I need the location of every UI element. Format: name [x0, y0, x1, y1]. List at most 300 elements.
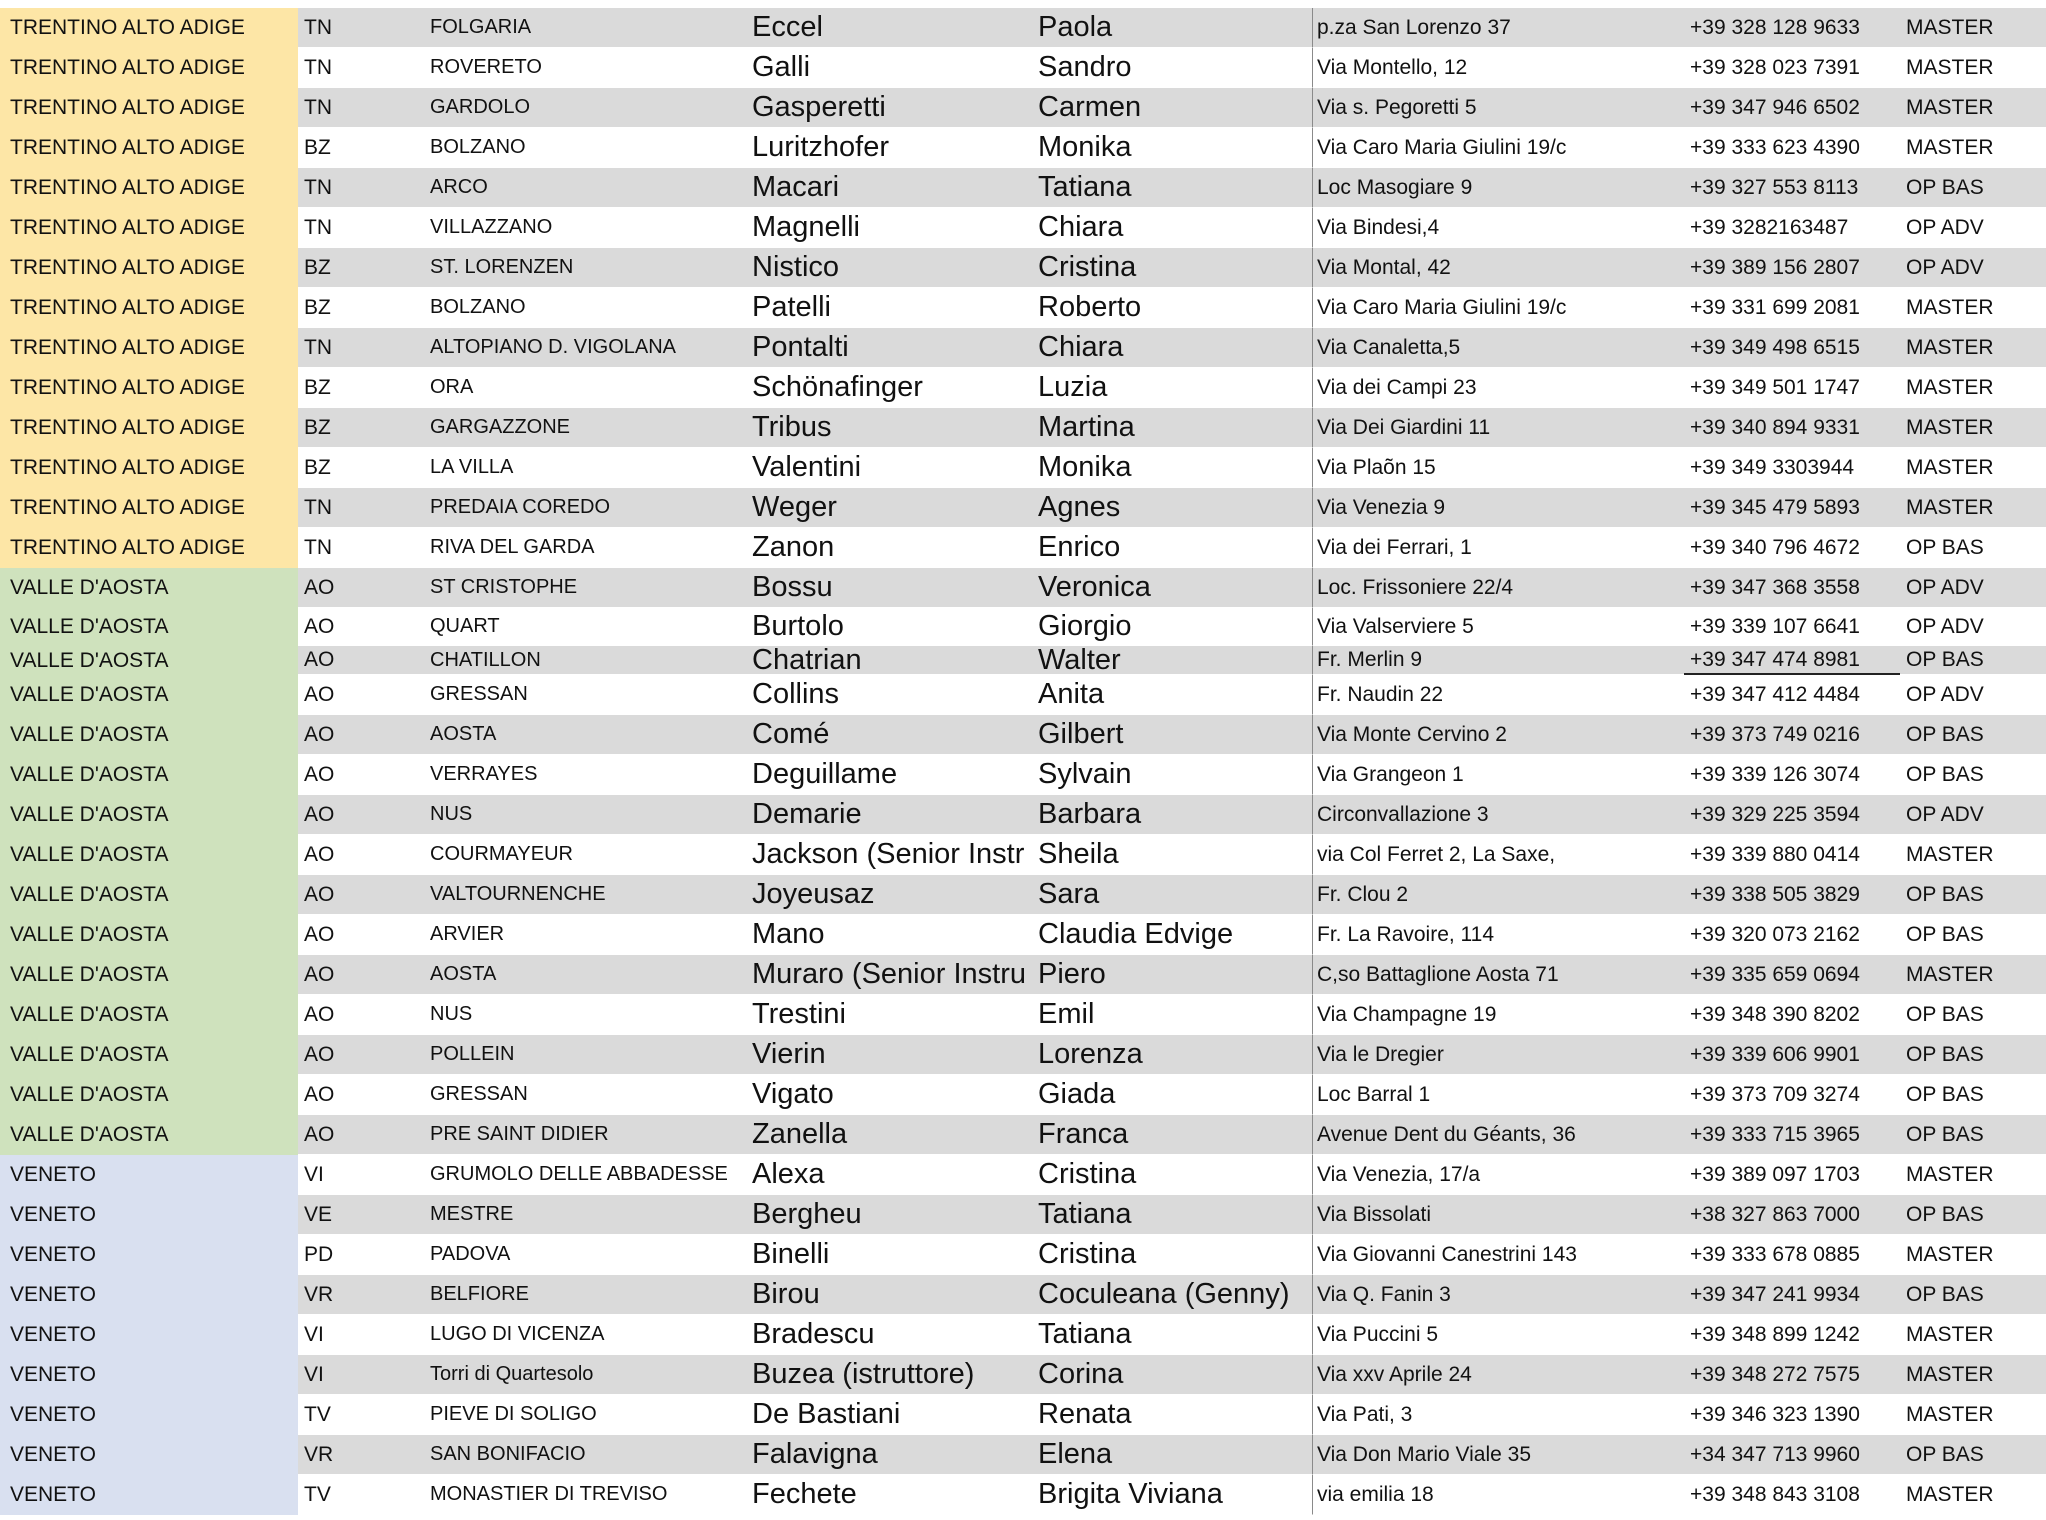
level-cell[interactable]: OP BAS: [1900, 1275, 2046, 1315]
phone-cell[interactable]: +39 389 156 2807: [1684, 248, 1900, 288]
phone-cell[interactable]: +39 349 498 6515: [1684, 328, 1900, 368]
surname-cell[interactable]: Bossu: [750, 568, 1036, 608]
region-cell[interactable]: TRENTINO ALTO ADIGE: [0, 408, 298, 448]
city-cell[interactable]: LUGO DI VICENZA: [424, 1315, 750, 1355]
level-cell[interactable]: OP BAS: [1900, 646, 2046, 675]
province-cell[interactable]: AO: [298, 646, 424, 675]
phone-cell[interactable]: +39 347 412 4484: [1684, 675, 1900, 715]
region-cell[interactable]: VALLE D'AOSTA: [0, 1115, 298, 1155]
province-cell[interactable]: AO: [298, 675, 424, 715]
table-row[interactable]: [0, 1475, 2046, 1515]
region-cell[interactable]: VENETO: [0, 1315, 298, 1355]
level-cell[interactable]: MASTER: [1900, 488, 2046, 528]
province-cell[interactable]: TV: [298, 1395, 424, 1435]
first-name-cell[interactable]: Tatiana: [1036, 168, 1312, 208]
region-cell[interactable]: TRENTINO ALTO ADIGE: [0, 368, 298, 408]
city-cell[interactable]: BOLZANO: [424, 288, 750, 328]
table-row[interactable]: [0, 715, 2046, 755]
region-cell[interactable]: VENETO: [0, 1395, 298, 1435]
surname-cell[interactable]: Tribus: [750, 408, 1036, 448]
level-cell[interactable]: OP BAS: [1900, 875, 2046, 915]
address-cell[interactable]: Via Champagne 19: [1312, 995, 1684, 1035]
level-cell[interactable]: OP ADV: [1900, 675, 2046, 715]
city-cell[interactable]: ARCO: [424, 168, 750, 208]
first-name-cell[interactable]: Carmen: [1036, 88, 1312, 128]
region-cell[interactable]: VENETO: [0, 1435, 298, 1475]
address-cell[interactable]: Via Puccini 5: [1312, 1315, 1684, 1355]
city-cell[interactable]: PREDAIA COREDO: [424, 488, 750, 528]
province-cell[interactable]: BZ: [298, 288, 424, 328]
address-cell[interactable]: Via Bindesi,4: [1312, 208, 1684, 248]
province-cell[interactable]: BZ: [298, 368, 424, 408]
province-cell[interactable]: TN: [298, 528, 424, 568]
address-cell[interactable]: Via Grangeon 1: [1312, 755, 1684, 795]
province-cell[interactable]: TV: [298, 1475, 424, 1515]
address-cell[interactable]: Via Plaõn 15: [1312, 448, 1684, 488]
region-cell[interactable]: VALLE D'AOSTA: [0, 755, 298, 795]
table-row[interactable]: [0, 368, 2046, 408]
province-cell[interactable]: VI: [298, 1355, 424, 1395]
table-row[interactable]: [0, 1035, 2046, 1075]
level-cell[interactable]: OP BAS: [1900, 715, 2046, 755]
region-cell[interactable]: TRENTINO ALTO ADIGE: [0, 208, 298, 248]
level-cell[interactable]: MASTER: [1900, 1395, 2046, 1435]
first-name-cell[interactable]: Cristina: [1036, 248, 1312, 288]
table-row[interactable]: [0, 795, 2046, 835]
level-cell[interactable]: OP BAS: [1900, 755, 2046, 795]
city-cell[interactable]: GRESSAN: [424, 1075, 750, 1115]
region-cell[interactable]: VENETO: [0, 1475, 298, 1515]
first-name-cell[interactable]: Piero: [1036, 955, 1312, 995]
first-name-cell[interactable]: Sylvain: [1036, 755, 1312, 795]
surname-cell[interactable]: Vigato: [750, 1075, 1036, 1115]
first-name-cell[interactable]: Sara: [1036, 875, 1312, 915]
province-cell[interactable]: BZ: [298, 248, 424, 288]
address-cell[interactable]: Via Q. Fanin 3: [1312, 1275, 1684, 1315]
region-cell[interactable]: TRENTINO ALTO ADIGE: [0, 128, 298, 168]
region-cell[interactable]: TRENTINO ALTO ADIGE: [0, 88, 298, 128]
address-cell[interactable]: Loc. Frissoniere 22/4: [1312, 568, 1684, 608]
phone-cell[interactable]: +39 339 606 9901: [1684, 1035, 1900, 1075]
surname-cell[interactable]: Zanella: [750, 1115, 1036, 1155]
city-cell[interactable]: VERRAYES: [424, 755, 750, 795]
table-row[interactable]: [0, 128, 2046, 168]
address-cell[interactable]: Via Valserviere 5: [1312, 608, 1684, 646]
address-cell[interactable]: Via Montello, 12: [1312, 48, 1684, 88]
surname-cell[interactable]: Fechete: [750, 1475, 1036, 1515]
level-cell[interactable]: MASTER: [1900, 1315, 2046, 1355]
region-cell[interactable]: TRENTINO ALTO ADIGE: [0, 528, 298, 568]
province-cell[interactable]: TN: [298, 488, 424, 528]
level-cell[interactable]: OP BAS: [1900, 1035, 2046, 1075]
region-cell[interactable]: TRENTINO ALTO ADIGE: [0, 488, 298, 528]
surname-cell[interactable]: Bergheu: [750, 1195, 1036, 1235]
province-cell[interactable]: AO: [298, 955, 424, 995]
city-cell[interactable]: ALTOPIANO D. VIGOLANA: [424, 328, 750, 368]
surname-cell[interactable]: Weger: [750, 488, 1036, 528]
city-cell[interactable]: FOLGARIA: [424, 8, 750, 48]
first-name-cell[interactable]: Franca: [1036, 1115, 1312, 1155]
region-cell[interactable]: VALLE D'AOSTA: [0, 955, 298, 995]
city-cell[interactable]: POLLEIN: [424, 1035, 750, 1075]
address-cell[interactable]: Loc Masogiare 9: [1312, 168, 1684, 208]
table-row[interactable]: [0, 1115, 2046, 1155]
first-name-cell[interactable]: Monika: [1036, 448, 1312, 488]
address-cell[interactable]: Via Caro Maria Giulini 19/c: [1312, 128, 1684, 168]
province-cell[interactable]: VI: [298, 1155, 424, 1195]
level-cell[interactable]: MASTER: [1900, 328, 2046, 368]
province-cell[interactable]: AO: [298, 1075, 424, 1115]
address-cell[interactable]: C,so Battaglione Aosta 71: [1312, 955, 1684, 995]
level-cell[interactable]: MASTER: [1900, 368, 2046, 408]
region-cell[interactable]: VALLE D'AOSTA: [0, 875, 298, 915]
first-name-cell[interactable]: Roberto: [1036, 288, 1312, 328]
table-row[interactable]: [0, 875, 2046, 915]
surname-cell[interactable]: Alexa: [750, 1155, 1036, 1195]
phone-cell[interactable]: +39 349 3303944: [1684, 448, 1900, 488]
phone-cell[interactable]: +39 347 368 3558: [1684, 568, 1900, 608]
phone-cell[interactable]: +39 329 225 3594: [1684, 795, 1900, 835]
first-name-cell[interactable]: Barbara: [1036, 795, 1312, 835]
level-cell[interactable]: OP BAS: [1900, 915, 2046, 955]
table-row[interactable]: [0, 1355, 2046, 1395]
table-row[interactable]: [0, 208, 2046, 248]
city-cell[interactable]: ROVERETO: [424, 48, 750, 88]
region-cell[interactable]: VALLE D'AOSTA: [0, 675, 298, 715]
table-row[interactable]: [0, 755, 2046, 795]
province-cell[interactable]: AO: [298, 995, 424, 1035]
first-name-cell[interactable]: Enrico: [1036, 528, 1312, 568]
city-cell[interactable]: ORA: [424, 368, 750, 408]
first-name-cell[interactable]: Anita: [1036, 675, 1312, 715]
region-cell[interactable]: VALLE D'AOSTA: [0, 608, 298, 646]
surname-cell[interactable]: Gasperetti: [750, 88, 1036, 128]
region-cell[interactable]: VALLE D'AOSTA: [0, 568, 298, 608]
level-cell[interactable]: OP ADV: [1900, 208, 2046, 248]
phone-cell[interactable]: +39 348 843 3108: [1684, 1475, 1900, 1515]
first-name-cell[interactable]: Coculeana (Genny): [1036, 1275, 1312, 1315]
level-cell[interactable]: OP ADV: [1900, 568, 2046, 608]
first-name-cell[interactable]: Elena: [1036, 1435, 1312, 1475]
surname-cell[interactable]: De Bastiani: [750, 1395, 1036, 1435]
surname-cell[interactable]: Schönafinger: [750, 368, 1036, 408]
city-cell[interactable]: NUS: [424, 795, 750, 835]
region-cell[interactable]: VENETO: [0, 1355, 298, 1395]
phone-cell[interactable]: +39 349 501 1747: [1684, 368, 1900, 408]
phone-cell[interactable]: +39 320 073 2162: [1684, 915, 1900, 955]
address-cell[interactable]: Via Giovanni Canestrini 143: [1312, 1235, 1684, 1275]
city-cell[interactable]: CHATILLON: [424, 646, 750, 675]
city-cell[interactable]: GRUMOLO DELLE ABBADESSE: [424, 1155, 750, 1195]
address-cell[interactable]: Via s. Pegoretti 5: [1312, 88, 1684, 128]
address-cell[interactable]: p.za San Lorenzo 37: [1312, 8, 1684, 48]
level-cell[interactable]: MASTER: [1900, 1355, 2046, 1395]
province-cell[interactable]: BZ: [298, 408, 424, 448]
first-name-cell[interactable]: Luzia: [1036, 368, 1312, 408]
level-cell[interactable]: OP ADV: [1900, 608, 2046, 646]
first-name-cell[interactable]: Tatiana: [1036, 1195, 1312, 1235]
city-cell[interactable]: QUART: [424, 608, 750, 646]
level-cell[interactable]: OP ADV: [1900, 248, 2046, 288]
region-cell[interactable]: VENETO: [0, 1275, 298, 1315]
level-cell[interactable]: MASTER: [1900, 88, 2046, 128]
phone-cell[interactable]: +39 339 107 6641: [1684, 608, 1900, 646]
city-cell[interactable]: RIVA DEL GARDA: [424, 528, 750, 568]
surname-cell[interactable]: Zanon: [750, 528, 1036, 568]
city-cell[interactable]: PIEVE DI SOLIGO: [424, 1395, 750, 1435]
table-row[interactable]: [0, 1075, 2046, 1115]
province-cell[interactable]: TN: [298, 208, 424, 248]
surname-cell[interactable]: Chatrian: [750, 646, 1036, 675]
level-cell[interactable]: OP BAS: [1900, 168, 2046, 208]
phone-cell[interactable]: +39 3282163487: [1684, 208, 1900, 248]
region-cell[interactable]: VALLE D'AOSTA: [0, 835, 298, 875]
surname-cell[interactable]: Valentini: [750, 448, 1036, 488]
address-cell[interactable]: Via dei Ferrari, 1: [1312, 528, 1684, 568]
region-cell[interactable]: VENETO: [0, 1195, 298, 1235]
table-row[interactable]: [0, 88, 2046, 128]
address-cell[interactable]: Fr. Merlin 9: [1312, 646, 1684, 675]
first-name-cell[interactable]: Veronica: [1036, 568, 1312, 608]
first-name-cell[interactable]: Renata: [1036, 1395, 1312, 1435]
address-cell[interactable]: Via Dei Giardini 11: [1312, 408, 1684, 448]
address-cell[interactable]: Via Pati, 3: [1312, 1395, 1684, 1435]
surname-cell[interactable]: Pontalti: [750, 328, 1036, 368]
phone-cell[interactable]: +39 373 749 0216: [1684, 715, 1900, 755]
province-cell[interactable]: TN: [298, 168, 424, 208]
table-row[interactable]: [0, 1195, 2046, 1235]
phone-cell[interactable]: +39 347 946 6502: [1684, 88, 1900, 128]
city-cell[interactable]: PRE SAINT DIDIER: [424, 1115, 750, 1155]
surname-cell[interactable]: Jackson (Senior Instr: [750, 835, 1036, 875]
phone-cell[interactable]: +39 327 553 8113: [1684, 168, 1900, 208]
table-row[interactable]: [0, 1275, 2046, 1315]
surname-cell[interactable]: Mano: [750, 915, 1036, 955]
address-cell[interactable]: Via Bissolati: [1312, 1195, 1684, 1235]
address-cell[interactable]: Via Caro Maria Giulini 19/c: [1312, 288, 1684, 328]
phone-cell[interactable]: +39 345 479 5893: [1684, 488, 1900, 528]
level-cell[interactable]: MASTER: [1900, 1235, 2046, 1275]
surname-cell[interactable]: Buzea (istruttore): [750, 1355, 1036, 1395]
region-cell[interactable]: VALLE D'AOSTA: [0, 715, 298, 755]
first-name-cell[interactable]: Paola: [1036, 8, 1312, 48]
region-cell[interactable]: TRENTINO ALTO ADIGE: [0, 248, 298, 288]
first-name-cell[interactable]: Corina: [1036, 1355, 1312, 1395]
first-name-cell[interactable]: Giorgio: [1036, 608, 1312, 646]
city-cell[interactable]: COURMAYEUR: [424, 835, 750, 875]
first-name-cell[interactable]: Cristina: [1036, 1155, 1312, 1195]
surname-cell[interactable]: Joyeusaz: [750, 875, 1036, 915]
phone-cell[interactable]: +39 328 023 7391: [1684, 48, 1900, 88]
surname-cell[interactable]: Birou: [750, 1275, 1036, 1315]
phone-cell[interactable]: +39 348 390 8202: [1684, 995, 1900, 1035]
city-cell[interactable]: VILLAZZANO: [424, 208, 750, 248]
phone-cell[interactable]: +38 327 863 7000: [1684, 1195, 1900, 1235]
phone-cell[interactable]: +39 339 880 0414: [1684, 835, 1900, 875]
level-cell[interactable]: MASTER: [1900, 448, 2046, 488]
first-name-cell[interactable]: Lorenza: [1036, 1035, 1312, 1075]
first-name-cell[interactable]: Sheila: [1036, 835, 1312, 875]
surname-cell[interactable]: Burtolo: [750, 608, 1036, 646]
region-cell[interactable]: VENETO: [0, 1235, 298, 1275]
surname-cell[interactable]: Trestini: [750, 995, 1036, 1035]
province-cell[interactable]: TN: [298, 48, 424, 88]
level-cell[interactable]: OP BAS: [1900, 1435, 2046, 1475]
table-row[interactable]: [0, 168, 2046, 208]
city-cell[interactable]: SAN BONIFACIO: [424, 1435, 750, 1475]
province-cell[interactable]: BZ: [298, 448, 424, 488]
phone-cell[interactable]: +39 335 659 0694: [1684, 955, 1900, 995]
first-name-cell[interactable]: Chiara: [1036, 328, 1312, 368]
level-cell[interactable]: MASTER: [1900, 835, 2046, 875]
province-cell[interactable]: AO: [298, 568, 424, 608]
city-cell[interactable]: AOSTA: [424, 715, 750, 755]
region-cell[interactable]: VALLE D'AOSTA: [0, 995, 298, 1035]
city-cell[interactable]: VALTOURNENCHE: [424, 875, 750, 915]
phone-cell[interactable]: +39 338 505 3829: [1684, 875, 1900, 915]
province-cell[interactable]: AO: [298, 795, 424, 835]
region-cell[interactable]: TRENTINO ALTO ADIGE: [0, 168, 298, 208]
table-row[interactable]: [0, 835, 2046, 875]
first-name-cell[interactable]: Chiara: [1036, 208, 1312, 248]
address-cell[interactable]: Via Monte Cervino 2: [1312, 715, 1684, 755]
address-cell[interactable]: Via Venezia 9: [1312, 488, 1684, 528]
province-cell[interactable]: TN: [298, 8, 424, 48]
city-cell[interactable]: GRESSAN: [424, 675, 750, 715]
table-row[interactable]: [0, 1235, 2046, 1275]
table-row[interactable]: [0, 995, 2046, 1035]
address-cell[interactable]: Via Montal, 42: [1312, 248, 1684, 288]
first-name-cell[interactable]: Cristina: [1036, 1235, 1312, 1275]
city-cell[interactable]: Torri di Quartesolo: [424, 1355, 750, 1395]
table-row[interactable]: [0, 646, 2046, 675]
city-cell[interactable]: ST CRISTOPHE: [424, 568, 750, 608]
region-cell[interactable]: VALLE D'AOSTA: [0, 915, 298, 955]
region-cell[interactable]: VALLE D'AOSTA: [0, 1035, 298, 1075]
province-cell[interactable]: PD: [298, 1235, 424, 1275]
province-cell[interactable]: AO: [298, 835, 424, 875]
region-cell[interactable]: TRENTINO ALTO ADIGE: [0, 8, 298, 48]
first-name-cell[interactable]: Sandro: [1036, 48, 1312, 88]
surname-cell[interactable]: Muraro (Senior Instru: [750, 955, 1036, 995]
region-cell[interactable]: TRENTINO ALTO ADIGE: [0, 288, 298, 328]
city-cell[interactable]: BELFIORE: [424, 1275, 750, 1315]
table-row[interactable]: [0, 915, 2046, 955]
province-cell[interactable]: AO: [298, 715, 424, 755]
province-cell[interactable]: AO: [298, 1035, 424, 1075]
table-row[interactable]: [0, 248, 2046, 288]
surname-cell[interactable]: Galli: [750, 48, 1036, 88]
region-cell[interactable]: VENETO: [0, 1155, 298, 1195]
province-cell[interactable]: VE: [298, 1195, 424, 1235]
region-cell[interactable]: VALLE D'AOSTA: [0, 646, 298, 675]
address-cell[interactable]: Via Venezia, 17/a: [1312, 1155, 1684, 1195]
province-cell[interactable]: AO: [298, 915, 424, 955]
phone-cell[interactable]: +39 340 796 4672: [1684, 528, 1900, 568]
address-cell[interactable]: Avenue Dent du Géants, 36: [1312, 1115, 1684, 1155]
province-cell[interactable]: TN: [298, 328, 424, 368]
phone-cell[interactable]: +34 347 713 9960: [1684, 1435, 1900, 1475]
table-row[interactable]: [0, 488, 2046, 528]
phone-cell[interactable]: +39 333 715 3965: [1684, 1115, 1900, 1155]
province-cell[interactable]: AO: [298, 875, 424, 915]
first-name-cell[interactable]: Brigita Viviana: [1036, 1475, 1312, 1515]
address-cell[interactable]: via emilia 18: [1312, 1475, 1684, 1515]
city-cell[interactable]: MESTRE: [424, 1195, 750, 1235]
address-cell[interactable]: Circonvallazione 3: [1312, 795, 1684, 835]
table-row[interactable]: [0, 328, 2046, 368]
first-name-cell[interactable]: Walter: [1036, 646, 1312, 675]
surname-cell[interactable]: Deguillame: [750, 755, 1036, 795]
city-cell[interactable]: AOSTA: [424, 955, 750, 995]
province-cell[interactable]: BZ: [298, 128, 424, 168]
level-cell[interactable]: OP ADV: [1900, 795, 2046, 835]
address-cell[interactable]: Fr. Clou 2: [1312, 875, 1684, 915]
level-cell[interactable]: MASTER: [1900, 955, 2046, 995]
level-cell[interactable]: OP BAS: [1900, 1195, 2046, 1235]
table-row[interactable]: [0, 955, 2046, 995]
city-cell[interactable]: GARGAZZONE: [424, 408, 750, 448]
first-name-cell[interactable]: Martina: [1036, 408, 1312, 448]
phone-cell[interactable]: +39 331 699 2081: [1684, 288, 1900, 328]
table-row[interactable]: [0, 408, 2046, 448]
province-cell[interactable]: AO: [298, 1115, 424, 1155]
province-cell[interactable]: VR: [298, 1275, 424, 1315]
level-cell[interactable]: MASTER: [1900, 128, 2046, 168]
phone-cell[interactable]: +39 333 623 4390: [1684, 128, 1900, 168]
table-row[interactable]: [0, 675, 2046, 715]
table-row[interactable]: [0, 448, 2046, 488]
surname-cell[interactable]: Falavigna: [750, 1435, 1036, 1475]
table-row[interactable]: [0, 288, 2046, 328]
table-row[interactable]: [0, 1435, 2046, 1475]
phone-cell[interactable]: +39 348 272 7575: [1684, 1355, 1900, 1395]
surname-cell[interactable]: Nistico: [750, 248, 1036, 288]
surname-cell[interactable]: Patelli: [750, 288, 1036, 328]
province-cell[interactable]: AO: [298, 608, 424, 646]
table-row[interactable]: [0, 1315, 2046, 1355]
address-cell[interactable]: via Col Ferret 2, La Saxe,: [1312, 835, 1684, 875]
table-row[interactable]: [0, 528, 2046, 568]
surname-cell[interactable]: Demarie: [750, 795, 1036, 835]
address-cell[interactable]: Via Don Mario Viale 35: [1312, 1435, 1684, 1475]
city-cell[interactable]: LA VILLA: [424, 448, 750, 488]
phone-cell[interactable]: +39 333 678 0885: [1684, 1235, 1900, 1275]
level-cell[interactable]: MASTER: [1900, 1155, 2046, 1195]
level-cell[interactable]: MASTER: [1900, 48, 2046, 88]
level-cell[interactable]: MASTER: [1900, 8, 2046, 48]
phone-cell[interactable]: +39 339 126 3074: [1684, 755, 1900, 795]
city-cell[interactable]: GARDOLO: [424, 88, 750, 128]
first-name-cell[interactable]: Monika: [1036, 128, 1312, 168]
city-cell[interactable]: BOLZANO: [424, 128, 750, 168]
province-cell[interactable]: TN: [298, 88, 424, 128]
surname-cell[interactable]: Magnelli: [750, 208, 1036, 248]
phone-cell[interactable]: +39 389 097 1703: [1684, 1155, 1900, 1195]
level-cell[interactable]: MASTER: [1900, 1475, 2046, 1515]
region-cell[interactable]: TRENTINO ALTO ADIGE: [0, 328, 298, 368]
city-cell[interactable]: ST. LORENZEN: [424, 248, 750, 288]
surname-cell[interactable]: Eccel: [750, 8, 1036, 48]
region-cell[interactable]: VALLE D'AOSTA: [0, 1075, 298, 1115]
region-cell[interactable]: TRENTINO ALTO ADIGE: [0, 448, 298, 488]
address-cell[interactable]: Via dei Campi 23: [1312, 368, 1684, 408]
level-cell[interactable]: OP BAS: [1900, 1075, 2046, 1115]
surname-cell[interactable]: Luritzhofer: [750, 128, 1036, 168]
phone-cell[interactable]: +39 328 128 9633: [1684, 8, 1900, 48]
table-row[interactable]: [0, 1395, 2046, 1435]
address-cell[interactable]: Fr. Naudin 22: [1312, 675, 1684, 715]
